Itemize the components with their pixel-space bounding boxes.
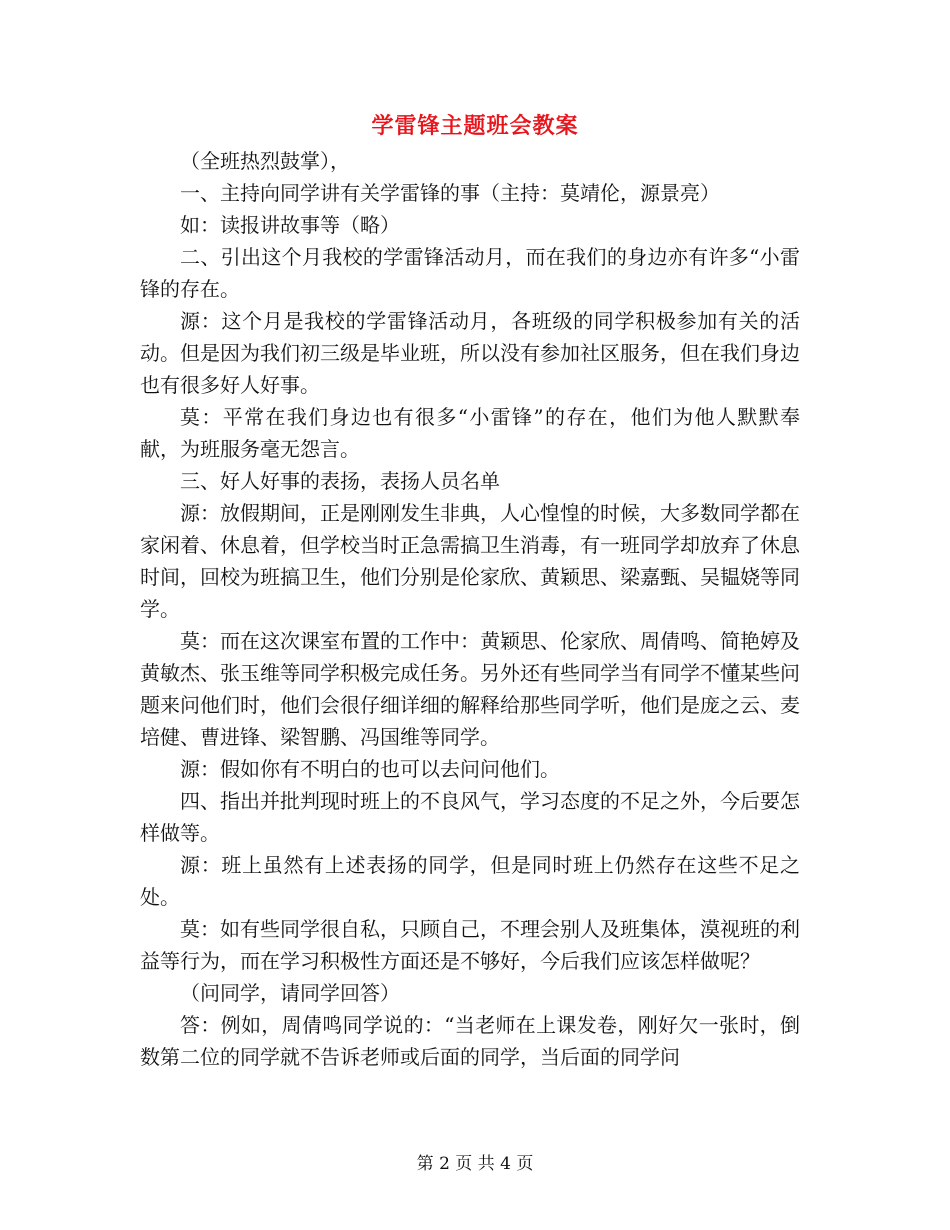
paragraph: 源：放假期间，正是刚刚发生非典，人心惶惶的时候，大多数同学都在家闲着、休息着，但学校当时正急需搞卫生消毒，有一班同学却放弃了休息时间，回校为班搞卫生，他们分别是伦家欣、黄颖思、梁嘉甄、吴韫娆等同学。 (140, 501, 800, 621)
paragraph: 四、指出并批判现时班上的不良风气，学习态度的不足之外，今后要怎样做等。 (140, 789, 800, 845)
paragraph: （全班热烈鼓掌）， (180, 149, 350, 173)
paragraph: 二、引出这个月我校的学雷锋活动月，而在我们的身边亦有许多“小雷锋的存在。 (140, 245, 800, 301)
paragraph: 源：班上虽然有上述表扬的同学，但是同时班上仍然存在这些不足之处。 (140, 853, 800, 909)
paragraph: 莫：而在这次课室布置的工作中：黄颖思、伦家欣、周倩鸣、简艳婷及黄敏杰、张玉维等同学积极完成任务。另外还有些同学当有同学不懂某些问题来问他们时，他们会很仔细详细的解释给那些同学听，他们是庞之云、麦培健、曹进锋、梁智鹏、冯国维等同学。 (140, 629, 800, 749)
page-footer: 第 2 页 共 4 页 (416, 1154, 534, 1174)
paragraph: 源：这个月是我校的学雷锋活动月，各班级的同学积极参加有关的活动。但是因为我们初三级是毕业班，所以没有参加社区服务，但在我们身边也有很多好人好事。 (140, 309, 800, 397)
document-title: 学雷锋主题班会教案 (371, 114, 579, 139)
paragraph: 莫：平常在我们身边也有很多“小雷锋”的存在，他们为他人默默奉献，为班服务毫无怨言。 (140, 405, 800, 461)
paragraph: 三、好人好事的表扬，表扬人员名单 (180, 469, 500, 493)
document-body (140, 145, 800, 1073)
paragraph: 如：读报讲故事等（略） (180, 213, 400, 237)
paragraph: 答：例如，周倩鸣同学说的：“当老师在上课发卷，刚好欠一张时，倒数第二位的同学就不告诉老师或后面的同学，当后面的同学问 (140, 1013, 800, 1069)
paragraph: 源：假如你有不明白的也可以去问问他们。 (180, 757, 560, 781)
paragraph: 一、主持向同学讲有关学雷锋的事（主持：莫靖伦，源景亮） (180, 181, 720, 205)
paragraph: 莫：如有些同学很自私，只顾自己，不理会别人及班集体，漠视班的利益等行为，而在学习积极性方面还是不够好，今后我们应该怎样做呢？ (140, 917, 800, 973)
paragraph: （问同学，请同学回答） (180, 981, 400, 1005)
